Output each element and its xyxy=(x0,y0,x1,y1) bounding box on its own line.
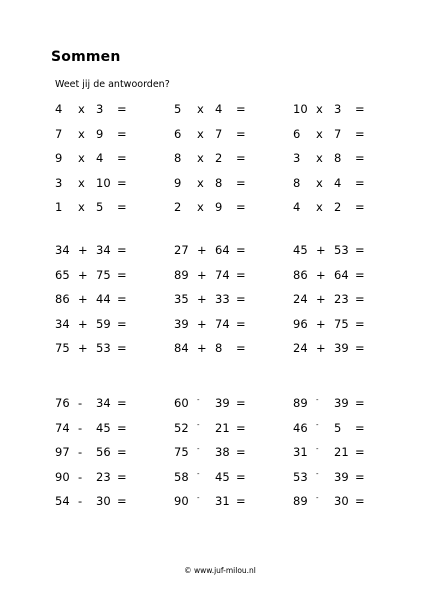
equals-sign: = xyxy=(355,316,365,331)
equals-sign: = xyxy=(236,420,246,435)
equals-sign: = xyxy=(117,200,127,214)
first-number: 97 xyxy=(55,445,70,459)
sum-item xyxy=(174,395,254,411)
equals-sign: = xyxy=(117,292,127,306)
sum-item xyxy=(293,101,373,117)
first-number: 89 xyxy=(293,494,308,508)
equals-sign: = xyxy=(117,267,127,282)
operator: x xyxy=(78,151,85,165)
first-number: 4 xyxy=(55,102,63,116)
first-number: 24 xyxy=(293,341,308,355)
first-number: 8 xyxy=(293,175,301,190)
sum-item xyxy=(293,199,373,215)
sum-item xyxy=(293,420,373,436)
second-number: 75 xyxy=(96,267,111,282)
sum-item xyxy=(293,267,373,283)
first-number: 58 xyxy=(174,469,189,484)
operator: - xyxy=(78,494,83,508)
equals-sign: = xyxy=(236,396,246,410)
sum-item xyxy=(174,175,254,191)
equals-sign: = xyxy=(355,267,365,282)
operator: - xyxy=(78,445,83,459)
sum-item xyxy=(293,316,373,332)
first-number: 86 xyxy=(293,267,308,282)
operator: + xyxy=(78,292,88,306)
operator: - xyxy=(316,396,319,404)
second-number: 23 xyxy=(334,292,349,306)
sum-item xyxy=(55,444,135,460)
operator: + xyxy=(316,316,326,331)
first-number: 5 xyxy=(174,102,182,116)
sum-item xyxy=(293,242,373,258)
second-number: 7 xyxy=(215,126,223,141)
first-number: 86 xyxy=(55,292,70,306)
operator: x xyxy=(316,200,323,214)
operator: + xyxy=(316,267,326,282)
second-number: 53 xyxy=(334,243,349,257)
second-number: 64 xyxy=(215,243,230,257)
operator: x xyxy=(78,126,85,141)
second-number: 39 xyxy=(334,469,349,484)
equals-sign: = xyxy=(117,175,127,190)
sum-item xyxy=(174,199,254,215)
operator: + xyxy=(78,316,88,331)
second-number: 74 xyxy=(215,267,230,282)
operator: - xyxy=(316,445,319,453)
first-number: 75 xyxy=(174,445,189,459)
operator: - xyxy=(316,420,319,429)
second-number: 33 xyxy=(215,292,230,306)
sum-item xyxy=(174,101,254,117)
sum-item xyxy=(174,126,254,142)
equals-sign: = xyxy=(117,469,127,484)
operator: x xyxy=(197,175,204,190)
first-number: 34 xyxy=(55,243,70,257)
sum-item xyxy=(293,126,373,142)
operator: - xyxy=(316,469,319,478)
first-number: 24 xyxy=(293,292,308,306)
second-number: 56 xyxy=(96,445,111,459)
operator: + xyxy=(197,292,207,306)
first-number: 53 xyxy=(293,469,308,484)
second-number: 30 xyxy=(96,494,111,508)
operator: + xyxy=(197,243,207,257)
sum-item xyxy=(55,175,135,191)
equals-sign: = xyxy=(117,316,127,331)
second-number: 3 xyxy=(334,102,342,116)
sum-item xyxy=(55,267,135,283)
equals-sign: = xyxy=(117,151,127,165)
first-number: 6 xyxy=(293,126,301,141)
sum-item xyxy=(55,493,135,509)
first-number: 7 xyxy=(55,126,63,141)
first-number: 10 xyxy=(293,102,308,116)
sum-item xyxy=(55,316,135,332)
operator: + xyxy=(197,267,207,282)
first-number: 39 xyxy=(174,316,189,331)
first-number: 96 xyxy=(293,316,308,331)
equals-sign: = xyxy=(236,126,246,141)
second-number: 7 xyxy=(334,126,342,141)
operator: - xyxy=(78,396,83,410)
operator: + xyxy=(78,267,88,282)
second-number: 34 xyxy=(96,396,111,410)
second-number: 74 xyxy=(215,316,230,331)
operator: + xyxy=(316,341,326,355)
equals-sign: = xyxy=(355,469,365,484)
first-number: 35 xyxy=(174,292,189,306)
equals-sign: = xyxy=(236,469,246,484)
equals-sign: = xyxy=(355,102,365,116)
second-number: 21 xyxy=(215,420,230,435)
equals-sign: = xyxy=(355,494,365,508)
equals-sign: = xyxy=(117,341,127,355)
first-number: 52 xyxy=(174,420,189,435)
sum-item xyxy=(293,444,373,460)
sum-item xyxy=(55,291,135,307)
sum-item xyxy=(174,420,254,436)
equals-sign: = xyxy=(236,341,246,355)
operator: x xyxy=(78,102,85,116)
second-number: 4 xyxy=(96,151,104,165)
first-number: 46 xyxy=(293,420,308,435)
first-number: 90 xyxy=(174,494,189,508)
operator: x xyxy=(78,200,85,214)
equals-sign: = xyxy=(236,175,246,190)
second-number: 39 xyxy=(334,341,349,355)
first-number: 65 xyxy=(55,267,70,282)
operator: - xyxy=(78,469,83,484)
sum-item xyxy=(174,316,254,332)
sum-item xyxy=(174,242,254,258)
first-number: 2 xyxy=(174,200,182,214)
first-number: 9 xyxy=(55,151,63,165)
first-number: 60 xyxy=(174,396,189,410)
equals-sign: = xyxy=(117,243,127,257)
operator: - xyxy=(316,494,319,502)
operator: x xyxy=(197,151,204,165)
second-number: 5 xyxy=(96,200,104,214)
operator: x xyxy=(197,126,204,141)
operator: x xyxy=(316,102,323,116)
operator: + xyxy=(316,243,326,257)
sum-item xyxy=(55,340,135,356)
operator: - xyxy=(197,396,200,404)
equals-sign: = xyxy=(117,102,127,116)
sum-item xyxy=(293,340,373,356)
equals-sign: = xyxy=(117,396,127,410)
first-number: 1 xyxy=(55,200,63,214)
operator: + xyxy=(197,341,207,355)
second-number: 64 xyxy=(334,267,349,282)
first-number: 89 xyxy=(174,267,189,282)
first-number: 45 xyxy=(293,243,308,257)
operator: x xyxy=(316,151,323,165)
sum-item xyxy=(293,291,373,307)
second-number: 39 xyxy=(215,396,230,410)
operator: x xyxy=(78,175,85,190)
sum-item xyxy=(55,199,135,215)
equals-sign: = xyxy=(117,126,127,141)
second-number: 45 xyxy=(96,420,111,435)
equals-sign: = xyxy=(355,396,365,410)
second-number: 8 xyxy=(334,151,342,165)
sum-item xyxy=(293,150,373,166)
first-number: 3 xyxy=(293,151,301,165)
sum-item xyxy=(55,101,135,117)
operator: - xyxy=(197,445,200,453)
equals-sign: = xyxy=(236,267,246,282)
operator: - xyxy=(197,420,200,429)
equals-sign: = xyxy=(355,175,365,190)
sum-item xyxy=(55,395,135,411)
equals-sign: = xyxy=(355,243,365,257)
first-number: 89 xyxy=(293,396,308,410)
second-number: 38 xyxy=(215,445,230,459)
equals-sign: = xyxy=(117,494,127,508)
operator: x xyxy=(197,200,204,214)
equals-sign: = xyxy=(236,316,246,331)
first-number: 74 xyxy=(55,420,70,435)
first-number: 31 xyxy=(293,445,308,459)
second-number: 34 xyxy=(96,243,111,257)
equals-sign: = xyxy=(236,151,246,165)
sum-item xyxy=(293,395,373,411)
second-number: 59 xyxy=(96,316,111,331)
sum-item xyxy=(174,150,254,166)
copyright-footer: © www.juf-milou.nl xyxy=(184,566,256,575)
equals-sign: = xyxy=(117,420,127,435)
second-number: 53 xyxy=(96,341,111,355)
first-number: 84 xyxy=(174,341,189,355)
sum-item xyxy=(174,340,254,356)
equals-sign: = xyxy=(355,341,365,355)
operator: + xyxy=(316,292,326,306)
operator: x xyxy=(197,102,204,116)
equals-sign: = xyxy=(117,445,127,459)
equals-sign: = xyxy=(355,292,365,306)
second-number: 39 xyxy=(334,396,349,410)
second-number: 9 xyxy=(96,126,104,141)
sum-item xyxy=(55,420,135,436)
sum-item xyxy=(174,267,254,283)
operator: + xyxy=(197,316,207,331)
sum-item xyxy=(55,126,135,142)
sum-item xyxy=(174,493,254,509)
second-number: 45 xyxy=(215,469,230,484)
first-number: 76 xyxy=(55,396,70,410)
operator: + xyxy=(78,341,88,355)
equals-sign: = xyxy=(236,200,246,214)
equals-sign: = xyxy=(236,292,246,306)
second-number: 4 xyxy=(215,102,223,116)
second-number: 2 xyxy=(215,151,223,165)
equals-sign: = xyxy=(236,494,246,508)
first-number: 8 xyxy=(174,151,182,165)
operator: - xyxy=(197,494,200,502)
operator: + xyxy=(78,243,88,257)
second-number: 2 xyxy=(334,200,342,214)
equals-sign: = xyxy=(236,243,246,257)
sum-item xyxy=(174,444,254,460)
equals-sign: = xyxy=(236,445,246,459)
sum-item xyxy=(293,493,373,509)
equals-sign: = xyxy=(355,151,365,165)
first-number: 27 xyxy=(174,243,189,257)
first-number: 75 xyxy=(55,341,70,355)
equals-sign: = xyxy=(355,126,365,141)
second-number: 23 xyxy=(96,469,111,484)
equals-sign: = xyxy=(355,445,365,459)
operator: - xyxy=(197,469,200,478)
sum-item xyxy=(174,291,254,307)
second-number: 75 xyxy=(334,316,349,331)
operator: x xyxy=(316,175,323,190)
equals-sign: = xyxy=(355,420,365,435)
sum-item xyxy=(55,242,135,258)
second-number: 21 xyxy=(334,445,349,459)
second-number: 8 xyxy=(215,341,223,355)
second-number: 8 xyxy=(215,175,223,190)
first-number: 90 xyxy=(55,469,70,484)
sum-item xyxy=(293,175,373,191)
page-title: Sommen xyxy=(51,49,121,65)
second-number: 3 xyxy=(96,102,104,116)
second-number: 44 xyxy=(96,292,111,306)
sum-item xyxy=(293,469,373,485)
second-number: 10 xyxy=(96,175,111,190)
sum-item xyxy=(174,469,254,485)
equals-sign: = xyxy=(355,200,365,214)
operator: x xyxy=(316,126,323,141)
first-number: 3 xyxy=(55,175,63,190)
operator: - xyxy=(78,420,83,435)
first-number: 6 xyxy=(174,126,182,141)
second-number: 31 xyxy=(215,494,230,508)
second-number: 4 xyxy=(334,175,342,190)
instruction-text: Weet jij de antwoorden? xyxy=(55,79,170,90)
first-number: 4 xyxy=(293,200,301,214)
sum-item xyxy=(55,469,135,485)
second-number: 5 xyxy=(334,420,342,435)
sum-item xyxy=(55,150,135,166)
second-number: 9 xyxy=(215,200,223,214)
first-number: 9 xyxy=(174,175,182,190)
equals-sign: = xyxy=(236,102,246,116)
first-number: 54 xyxy=(55,494,70,508)
second-number: 30 xyxy=(334,494,349,508)
first-number: 34 xyxy=(55,316,70,331)
